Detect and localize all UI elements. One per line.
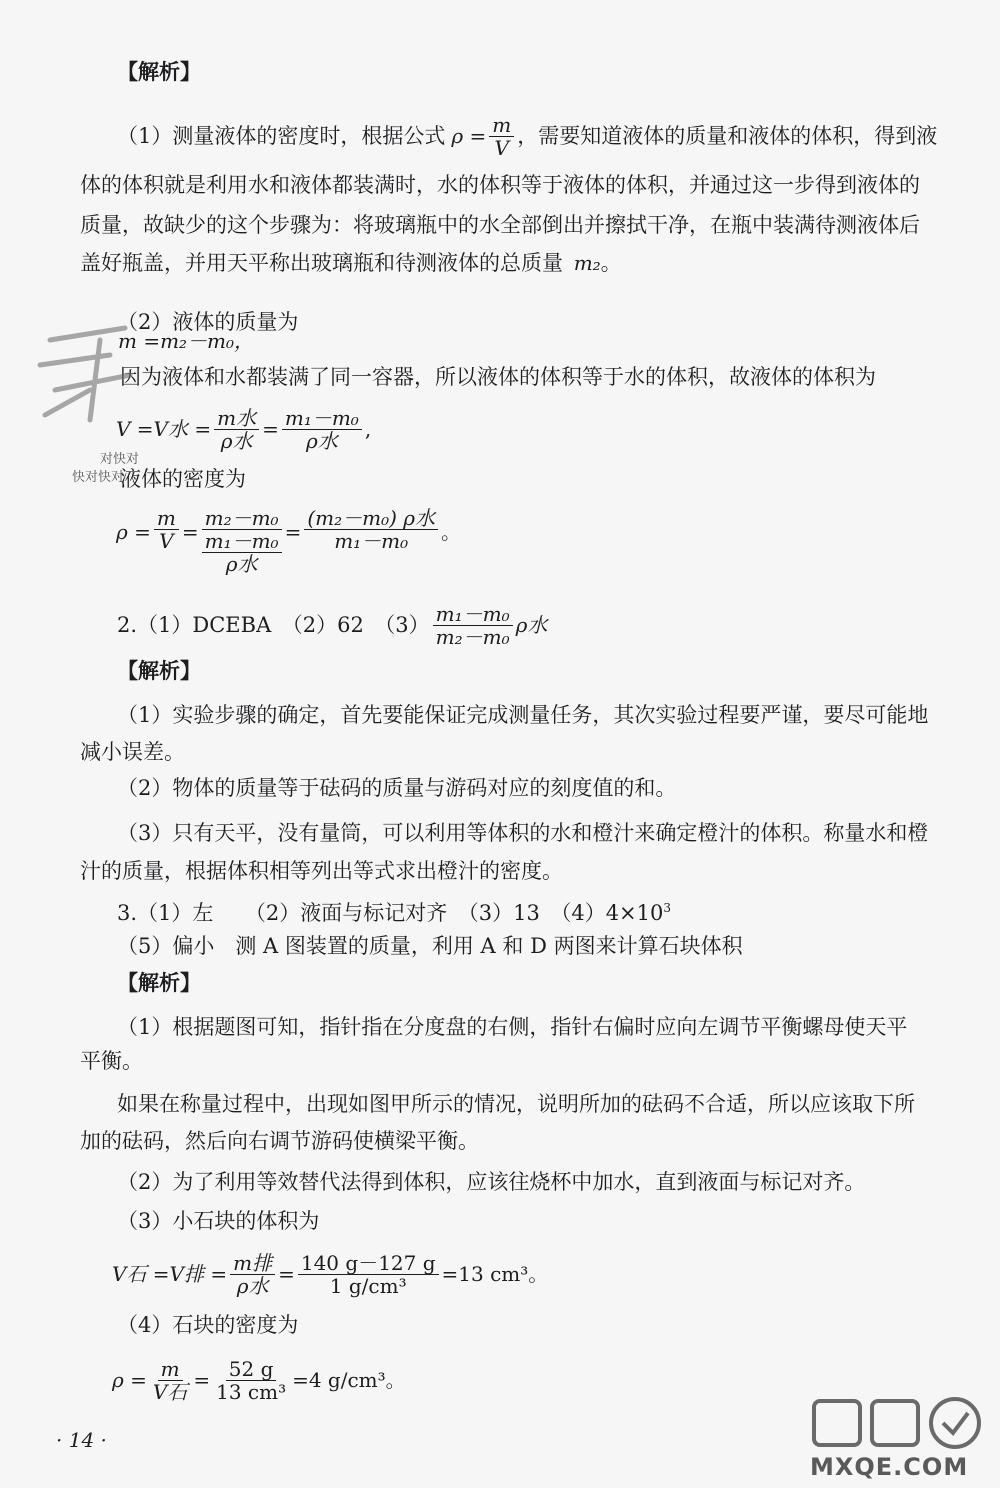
frac-den: V <box>494 135 509 160</box>
frac-num: m水 <box>214 407 259 430</box>
frac-stone-values <box>213 1358 289 1403</box>
rho-eq: ρ = <box>116 520 151 544</box>
frac-num: (m₂－m₀) ρ水 <box>304 507 438 530</box>
eq-stone-density: ρ = $\frac{m}{\text{V石}}$ = $\frac{52 g}{\text{13 cm³}}$ =4 g/cm³。 <box>112 1356 406 1404</box>
watermark-answer-icon <box>810 1395 990 1451</box>
answer-3-line2: （5）偏小 测 A 图装置的质量，利用 A 和 D 两图来计算石块体积 <box>117 934 743 958</box>
a3-l5: （2）为了利用等效替代法得到体积，应该往烧杯中加水，直到液面与标记对齐。 <box>117 1170 866 1194</box>
eq-stone-volume: V石 =V排 = $\frac{\text{m排}}{\text{ρ水}}$ = $\frac{140 g-127 g}{\text{1 g/cm³}}$ =13 cm³。 <box>112 1250 549 1298</box>
frac-num: 140 g－127 g <box>298 1252 439 1275</box>
a3-l7: （4）石块的密度为 <box>117 1313 299 1337</box>
fraction-m-over-v <box>489 114 514 159</box>
frac-volume-values <box>298 1252 439 1297</box>
a3-l6: （3）小石块的体积为 <box>117 1209 320 1233</box>
answer-2-label: 2.（1）DCEBA （2）62 （3） <box>117 613 430 637</box>
frac-den: ρ水 <box>236 1273 269 1298</box>
answer-2-fraction <box>433 603 513 648</box>
frac-num: m₁－m₀ <box>282 407 362 430</box>
frac-num: m排 <box>230 1252 275 1275</box>
a3-l1: （1）根据题图可知，指针指在分度盘的右侧，指针右偏时应向左调节平衡螺母使天平 <box>117 1015 908 1039</box>
frac-complex <box>202 507 282 575</box>
p1-line1-a: （1）测量液体的密度时，根据公式 <box>117 124 446 148</box>
vs-eq-left: V石 =V排 = <box>112 1262 228 1286</box>
frac-num: 52 g <box>226 1358 277 1381</box>
frac-result <box>304 507 438 552</box>
frac-mwater-rhowater <box>214 407 259 452</box>
frac-m1m0-rhowater <box>282 407 362 452</box>
page-number: · 14 · <box>56 1428 107 1452</box>
frac-den: m₂－m₀ <box>435 624 510 649</box>
frac-num: m <box>158 1358 183 1381</box>
p2-intro: （2）液体的质量为 <box>117 310 299 334</box>
v-eq-left: V =V水 = <box>116 417 212 441</box>
frac-den: ρ水 <box>220 428 253 453</box>
eq-volume: V =V水 = $\frac{\text{m水}}{\text{ρ水}}$ = $\frac{\text{m₁－m₀}}{\text{ρ水}}$ , <box>116 405 372 453</box>
rho-symbol: ρ = <box>451 124 487 148</box>
a2-l4: （3）只有天平，没有量筒，可以利用等体积的水和橙汁来确定橙汁的体积。称量水和橙 <box>117 821 929 845</box>
a3-l3: 如果在称量过程中，出现如图甲所示的情况，说明所加的砝码不合适，所以应该取下所 <box>117 1092 915 1116</box>
p1-line1-b: ，需要知道液体的质量和液体的体积，得到液 <box>517 124 938 148</box>
p1-line2: 体的体积就是利用水和液体都装满时，水的体积等于液体的体积，并通过这一步得到液体的 <box>80 173 920 197</box>
p1-line3: 质量，故缺少的这个步骤为：将玻璃瓶中的水全部倒出并擦拭干净，在瓶中装满待测液体后 <box>80 213 920 237</box>
frac-den: m₁－m₀ <box>334 529 409 553</box>
analysis-heading-2: 【解析】 <box>117 658 201 683</box>
a2-l3: （2）物体的质量等于砝码的质量与游码对应的刻度值的和。 <box>117 776 677 800</box>
p1-line1 <box>117 113 937 159</box>
m2-symbol: m₂ <box>573 251 601 275</box>
p1-line4-end: 。 <box>600 251 622 275</box>
p2-because: 因为液体和水都装满了同一容器，所以液体的体积等于水的体积，故液体的体积为 <box>120 365 876 389</box>
p1-line4 <box>80 248 622 278</box>
p1-line4-text: 盖好瓶盖，并用天平称出玻璃瓶和待测液体的总质量 <box>80 251 563 275</box>
analysis-heading-3: 【解析】 <box>117 970 201 995</box>
answer-2 <box>117 600 547 650</box>
frac-num: m <box>154 507 179 530</box>
a2-l5: 汁的质量，根据体积相等列出等式求出橙汁的密度。 <box>80 859 563 883</box>
rho-water: ρ水 <box>515 613 548 637</box>
watermark-site <box>810 1395 995 1485</box>
frac-m-vstone <box>150 1358 190 1403</box>
vol-result: =13 cm³。 <box>441 1262 549 1286</box>
stone-result: =4 g/cm³。 <box>292 1368 406 1392</box>
frac-mpai-rhowater <box>230 1252 275 1297</box>
watermark-logo-icon <box>30 320 150 430</box>
answer-3-sup: 3 <box>663 901 672 915</box>
frac-num: m₁－m₀ <box>433 603 513 626</box>
a2-l2: 减小误差。 <box>80 740 185 764</box>
analysis-heading: 【解析】 <box>117 59 201 84</box>
a3-l4: 加的砝码，然后向右调节游码使横梁平衡。 <box>80 1129 479 1153</box>
answer-3-line1 <box>117 893 671 928</box>
rho-stone-eq: ρ = <box>112 1368 147 1392</box>
watermark-text-1: 对快对 <box>100 452 140 467</box>
frac-den: ρ水 <box>305 428 338 453</box>
frac-den: V <box>159 529 174 553</box>
eq-density: ρ = $\frac{m}{V}$ = m₂－m₀ m₁－m₀ ρ水 = $\frac{\text{(m₂－m₀) ρ水}}{\text{m₁－m₀}}$ 。 <box>116 506 462 576</box>
frac-m-v <box>154 507 179 552</box>
frac-den-num: m₁－m₀ <box>202 530 282 553</box>
frac-den: 1 g/cm³ <box>329 1273 407 1298</box>
p2-density-intro: 液体的密度为 <box>120 467 246 491</box>
eq-mass: m =m₂－m₀， <box>118 329 255 353</box>
watermark-site-text: MXQE.COM <box>810 1453 969 1481</box>
frac-num: m₂－m₀ <box>202 507 282 530</box>
a2-l1: （1）实验步骤的确定，首先要能保证完成测量任务，其次实验过程要严谨，要尽可能地 <box>117 703 929 727</box>
frac-den-den: ρ水 <box>225 552 258 576</box>
frac-den: V石 <box>152 1379 188 1404</box>
watermark-text-2: 快对快对 <box>72 470 125 485</box>
frac-den: 13 cm³ <box>216 1379 287 1404</box>
frac-num: m <box>489 114 514 137</box>
answer-3-text: 3.（1）左 （2）液面与标记对齐 （3）13 （4）4×10 <box>117 901 664 925</box>
a3-l2: 平衡。 <box>80 1049 143 1073</box>
